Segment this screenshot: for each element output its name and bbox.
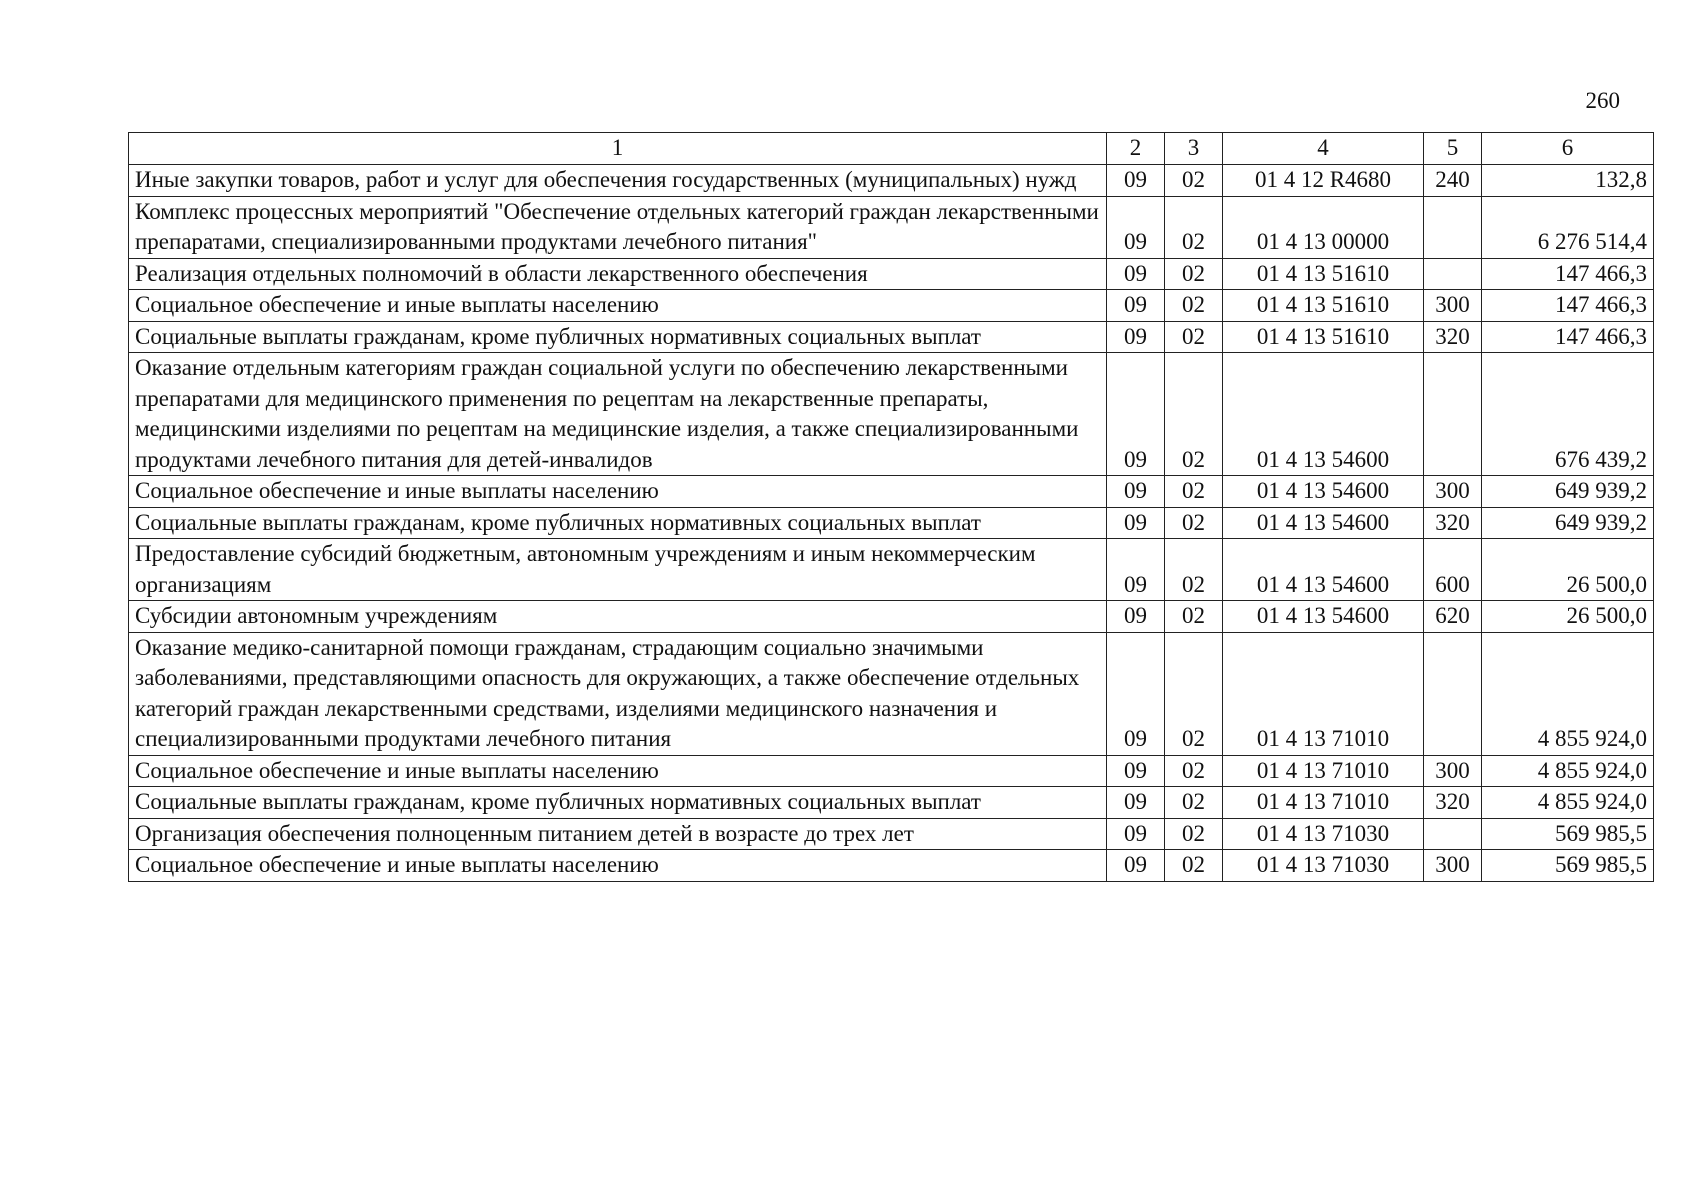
table-row: [129, 507, 1654, 539]
header-row: [129, 133, 1654, 165]
row-code: 01 4 13 54600: [1223, 476, 1424, 508]
row-col3: 02: [1165, 196, 1223, 258]
row-amount: 147 466,3: [1482, 258, 1654, 290]
table-row: [129, 290, 1654, 322]
row-col3: 02: [1165, 165, 1223, 197]
row-amount: 6 276 514,4: [1482, 196, 1654, 258]
row-code: 01 4 13 71010: [1223, 632, 1424, 755]
row-type: 320: [1424, 507, 1482, 539]
row-code: 01 4 13 54600: [1223, 353, 1424, 476]
row-amount: 569 985,5: [1482, 818, 1654, 850]
row-type: 300: [1424, 476, 1482, 508]
budget-table: [128, 132, 1654, 882]
row-col2: 09: [1107, 353, 1165, 476]
row-code: 01 4 12 R4680: [1223, 165, 1424, 197]
row-amount: 26 500,0: [1482, 539, 1654, 601]
row-amount: 4 855 924,0: [1482, 787, 1654, 819]
row-col3: 02: [1165, 539, 1223, 601]
row-type: 300: [1424, 850, 1482, 882]
row-amount: 4 855 924,0: [1482, 755, 1654, 787]
row-col3: 02: [1165, 850, 1223, 882]
table-row: [129, 850, 1654, 882]
table-row: [129, 321, 1654, 353]
row-amount: 26 500,0: [1482, 601, 1654, 633]
row-name: Оказание отдельным категориям граждан социальной услуги по обеспечению лекарственными препаратами для медицинского применения по рецептам на лекарственные препараты, медицинскими изделиями по рецептам на медицинские изделия, а также специализированными продуктами лечебного питания для детей-инвалидов: [129, 353, 1107, 476]
table-row: [129, 353, 1654, 476]
row-col2: 09: [1107, 787, 1165, 819]
row-col2: 09: [1107, 601, 1165, 633]
row-amount: 132,8: [1482, 165, 1654, 197]
column-header-2: 2: [1107, 133, 1165, 165]
row-col2: 09: [1107, 290, 1165, 322]
row-type: 240: [1424, 165, 1482, 197]
row-type: 600: [1424, 539, 1482, 601]
row-type: [1424, 632, 1482, 755]
row-col2: 09: [1107, 539, 1165, 601]
row-name: Социальное обеспечение и иные выплаты населению: [129, 850, 1107, 882]
row-name: Иные закупки товаров, работ и услуг для обеспечения государственных (муниципальных) нужд: [129, 165, 1107, 197]
table-row: [129, 787, 1654, 819]
table-header: [129, 133, 1654, 165]
row-col3: 02: [1165, 321, 1223, 353]
row-amount: 649 939,2: [1482, 507, 1654, 539]
row-name: Социальное обеспечение и иные выплаты населению: [129, 755, 1107, 787]
table-row: [129, 601, 1654, 633]
column-header-4: 4: [1223, 133, 1424, 165]
row-amount: 676 439,2: [1482, 353, 1654, 476]
column-header-6: 6: [1482, 133, 1654, 165]
row-code: 01 4 13 00000: [1223, 196, 1424, 258]
row-col3: 02: [1165, 632, 1223, 755]
row-col2: 09: [1107, 632, 1165, 755]
row-code: 01 4 13 51610: [1223, 321, 1424, 353]
row-col2: 09: [1107, 755, 1165, 787]
row-col2: 09: [1107, 258, 1165, 290]
row-col3: 02: [1165, 818, 1223, 850]
row-name: Социальные выплаты гражданам, кроме публичных нормативных социальных выплат: [129, 321, 1107, 353]
row-code: 01 4 13 54600: [1223, 507, 1424, 539]
column-header-1: 1: [129, 133, 1107, 165]
row-amount: 4 855 924,0: [1482, 632, 1654, 755]
row-name: Социальные выплаты гражданам, кроме публичных нормативных социальных выплат: [129, 787, 1107, 819]
table-row: [129, 818, 1654, 850]
row-name: Оказание медико-санитарной помощи гражданам, страдающим социально значимыми заболеваниями, представляющими опасность для окружающих, а также обеспечение отдельных категорий граждан лекарственными средствами, изделиями медицинского назначения и специализированными продуктами лечебного питания: [129, 632, 1107, 755]
row-amount: 649 939,2: [1482, 476, 1654, 508]
row-col3: 02: [1165, 787, 1223, 819]
row-type: 320: [1424, 321, 1482, 353]
row-code: 01 4 13 71010: [1223, 787, 1424, 819]
table-row: [129, 476, 1654, 508]
row-col2: 09: [1107, 818, 1165, 850]
row-name: Предоставление субсидий бюджетным, автономным учреждениям и иным некоммерческим организациям: [129, 539, 1107, 601]
row-type: 620: [1424, 601, 1482, 633]
row-name: Социальные выплаты гражданам, кроме публичных нормативных социальных выплат: [129, 507, 1107, 539]
table-row: [129, 165, 1654, 197]
row-code: 01 4 13 54600: [1223, 601, 1424, 633]
row-col2: 09: [1107, 321, 1165, 353]
row-col2: 09: [1107, 476, 1165, 508]
column-header-3: 3: [1165, 133, 1223, 165]
row-col3: 02: [1165, 258, 1223, 290]
row-type: [1424, 258, 1482, 290]
row-name: Реализация отдельных полномочий в области лекарственного обеспечения: [129, 258, 1107, 290]
table-row: [129, 196, 1654, 258]
row-type: 300: [1424, 755, 1482, 787]
row-col3: 02: [1165, 353, 1223, 476]
row-name: Социальное обеспечение и иные выплаты населению: [129, 290, 1107, 322]
row-type: [1424, 196, 1482, 258]
table-row: [129, 539, 1654, 601]
table-body: [129, 165, 1654, 882]
row-type: 300: [1424, 290, 1482, 322]
row-code: 01 4 13 71030: [1223, 818, 1424, 850]
row-col2: 09: [1107, 850, 1165, 882]
row-amount: 147 466,3: [1482, 290, 1654, 322]
row-col3: 02: [1165, 290, 1223, 322]
row-col2: 09: [1107, 196, 1165, 258]
row-col3: 02: [1165, 755, 1223, 787]
row-col3: 02: [1165, 476, 1223, 508]
row-name: Социальное обеспечение и иные выплаты населению: [129, 476, 1107, 508]
row-amount: 147 466,3: [1482, 321, 1654, 353]
row-name: Комплекс процессных мероприятий "Обеспечение отдельных категорий граждан лекарственными препаратами, специализированными продуктами лечебного питания": [129, 196, 1107, 258]
row-name: Организация обеспечения полноценным питанием детей в возрасте до трех лет: [129, 818, 1107, 850]
row-col2: 09: [1107, 507, 1165, 539]
row-col2: 09: [1107, 165, 1165, 197]
row-type: [1424, 818, 1482, 850]
row-code: 01 4 13 51610: [1223, 258, 1424, 290]
column-header-5: 5: [1424, 133, 1482, 165]
page-number: 260: [1585, 88, 1620, 113]
row-col3: 02: [1165, 601, 1223, 633]
row-type: 320: [1424, 787, 1482, 819]
row-amount: 569 985,5: [1482, 850, 1654, 882]
row-code: 01 4 13 51610: [1223, 290, 1424, 322]
table-row: [129, 755, 1654, 787]
row-name: Субсидии автономным учреждениям: [129, 601, 1107, 633]
row-code: 01 4 13 71030: [1223, 850, 1424, 882]
row-code: 01 4 13 71010: [1223, 755, 1424, 787]
row-type: [1424, 353, 1482, 476]
row-col3: 02: [1165, 507, 1223, 539]
table-row: [129, 258, 1654, 290]
table-row: [129, 632, 1654, 755]
row-code: 01 4 13 54600: [1223, 539, 1424, 601]
